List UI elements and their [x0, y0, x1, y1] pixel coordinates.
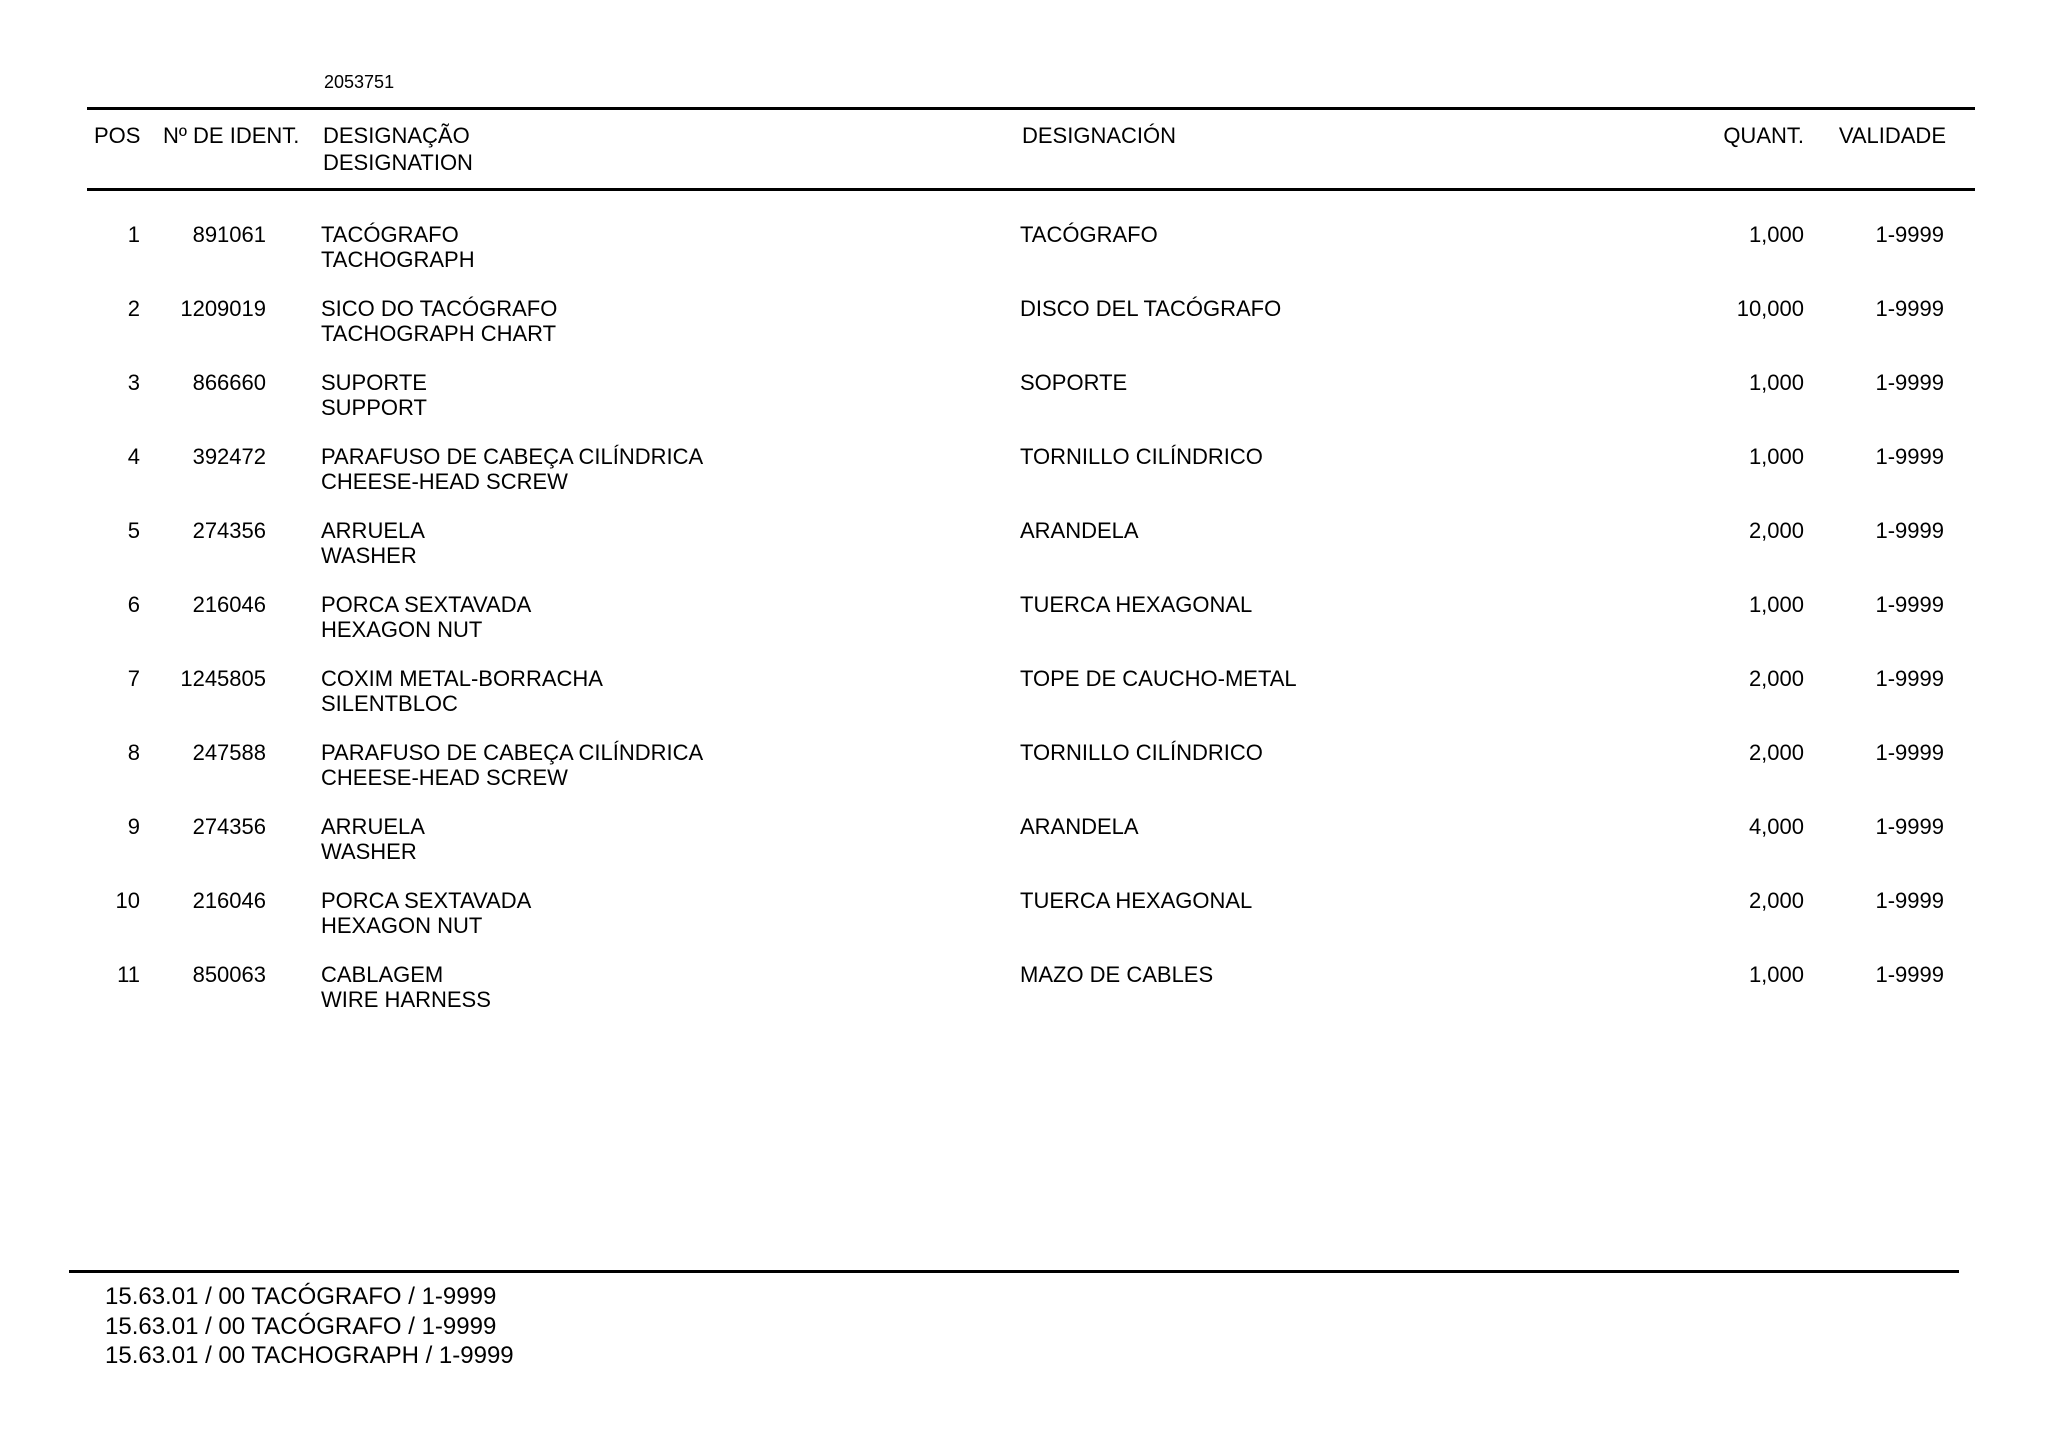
row-pos: 9	[127, 814, 140, 839]
row-designation-pt: PORCA SEXTAVADA	[321, 592, 532, 617]
header-divider	[87, 188, 1975, 191]
row-designation-en: CHEESE-HEAD SCREW	[321, 469, 568, 494]
row-designation-en: CHEESE-HEAD SCREW	[321, 765, 568, 790]
document-number: 2053751	[324, 72, 395, 92]
row-designation-es: TOPE DE CAUCHO-METAL	[1020, 666, 1297, 691]
row-quantity: 2,000	[1748, 666, 1804, 691]
row-designation-pt: ARRUELA	[321, 814, 425, 839]
row-designation-en: TACHOGRAPH	[321, 247, 475, 272]
table-row	[0, 814, 2048, 888]
footer-line: 15.63.01 / 00 TACHOGRAPH / 1-9999	[105, 1342, 514, 1369]
row-designation-pt: PORCA SEXTAVADA	[321, 888, 532, 913]
row-designation-en: WIRE HARNESS	[321, 987, 491, 1012]
row-quantity: 1,000	[1748, 370, 1804, 395]
row-validity: 1-9999	[1875, 740, 1944, 765]
row-validity: 1-9999	[1875, 444, 1944, 469]
row-ident: 216046	[192, 888, 266, 913]
row-designation-pt: PARAFUSO DE CABEÇA CILÍNDRICA	[321, 740, 704, 765]
row-quantity: 1,000	[1748, 962, 1804, 987]
row-validity: 1-9999	[1875, 666, 1944, 691]
row-quantity: 2,000	[1748, 888, 1804, 913]
row-designation-en: WASHER	[321, 839, 417, 864]
row-designation-es: TUERCA HEXAGONAL	[1020, 592, 1253, 617]
row-ident: 274356	[192, 518, 266, 543]
row-designation-en: WASHER	[321, 543, 417, 568]
row-quantity: 1,000	[1748, 592, 1804, 617]
header-validity: VALIDADE	[1838, 123, 1946, 148]
row-validity: 1-9999	[1875, 592, 1944, 617]
table-row	[0, 444, 2048, 518]
table-row	[0, 666, 2048, 740]
row-designation-pt: CABLAGEM	[321, 962, 444, 987]
row-pos: 8	[127, 740, 140, 765]
row-ident: 866660	[192, 370, 266, 395]
row-quantity: 1,000	[1748, 444, 1804, 469]
row-pos: 5	[127, 518, 140, 543]
table-row	[0, 962, 2048, 1036]
row-designation-es: TORNILLO CILÍNDRICO	[1020, 740, 1263, 765]
row-pos: 4	[127, 444, 140, 469]
row-validity: 1-9999	[1875, 370, 1944, 395]
table-row	[0, 222, 2048, 296]
row-designation-es: SOPORTE	[1020, 370, 1128, 395]
row-ident: 1245805	[180, 666, 266, 691]
row-validity: 1-9999	[1875, 518, 1944, 543]
row-ident: 274356	[192, 814, 266, 839]
table-row	[0, 592, 2048, 666]
row-pos: 1	[127, 222, 140, 247]
header-designation-en: DESIGNATION	[323, 150, 473, 175]
row-ident: 392472	[192, 444, 266, 469]
row-designation-en: SILENTBLOC	[321, 691, 458, 716]
footer-line: 15.63.01 / 00 TACÓGRAFO / 1-9999	[105, 1312, 497, 1340]
row-validity: 1-9999	[1875, 222, 1944, 247]
row-quantity: 2,000	[1748, 740, 1804, 765]
row-designation-es: TUERCA HEXAGONAL	[1020, 888, 1253, 913]
row-pos: 3	[127, 370, 140, 395]
table-row	[0, 370, 2048, 444]
header-designation-pt: DESIGNAÇÃO	[323, 123, 470, 148]
parts-table-body	[0, 222, 2048, 1036]
header-pos: POS	[94, 123, 141, 148]
row-designation-pt: COXIM METAL-BORRACHA	[321, 666, 603, 691]
row-ident: 891061	[192, 222, 266, 247]
row-designation-es: TORNILLO CILÍNDRICO	[1020, 444, 1263, 469]
row-validity: 1-9999	[1875, 296, 1944, 321]
table-row	[0, 296, 2048, 370]
row-designation-en: SUPPORT	[321, 395, 427, 420]
footer-references	[105, 1282, 514, 1371]
row-quantity: 2,000	[1748, 518, 1804, 543]
row-ident: 850063	[192, 962, 266, 987]
row-ident: 247588	[192, 740, 266, 765]
row-designation-pt: ARRUELA	[321, 518, 425, 543]
row-designation-es: ARANDELA	[1020, 814, 1139, 839]
row-pos: 6	[127, 592, 140, 617]
footer-line: 15.63.01 / 00 TACÓGRAFO / 1-9999	[105, 1283, 497, 1310]
table-row	[0, 740, 2048, 814]
row-pos: 11	[117, 962, 140, 987]
row-ident: 1209019	[180, 296, 266, 321]
row-pos: 2	[127, 296, 140, 321]
row-designation-es: DISCO DEL TACÓGRAFO	[1020, 296, 1282, 321]
footer-divider	[69, 1270, 1959, 1273]
row-designation-en: HEXAGON NUT	[321, 617, 483, 642]
header-ident: Nº DE IDENT.	[163, 123, 300, 148]
table-row	[0, 518, 2048, 592]
header-designation-es: DESIGNACIÓN	[1022, 123, 1177, 148]
row-ident: 216046	[192, 592, 266, 617]
row-quantity: 1,000	[1748, 222, 1804, 247]
row-quantity: 4,000	[1748, 814, 1804, 839]
row-pos: 10	[115, 888, 140, 913]
row-designation-es: ARANDELA	[1020, 518, 1139, 543]
row-designation-pt: PARAFUSO DE CABEÇA CILÍNDRICA	[321, 444, 704, 469]
row-designation-es: TACÓGRAFO	[1020, 222, 1158, 247]
row-pos: 7	[127, 666, 140, 691]
row-validity: 1-9999	[1875, 814, 1944, 839]
table-row	[0, 888, 2048, 962]
row-designation-pt: SUPORTE	[321, 370, 427, 395]
row-designation-en: TACHOGRAPH CHART	[321, 321, 557, 346]
row-quantity: 10,000	[1736, 296, 1804, 321]
header-quantity: QUANT.	[1723, 123, 1804, 148]
row-validity: 1-9999	[1875, 962, 1944, 987]
row-designation-en: HEXAGON NUT	[321, 913, 483, 938]
top-divider	[87, 107, 1975, 110]
row-designation-pt: SICO DO TACÓGRAFO	[321, 296, 558, 321]
row-validity: 1-9999	[1875, 888, 1944, 913]
row-designation-es: MAZO DE CABLES	[1020, 962, 1214, 987]
row-designation-pt: TACÓGRAFO	[321, 222, 459, 247]
